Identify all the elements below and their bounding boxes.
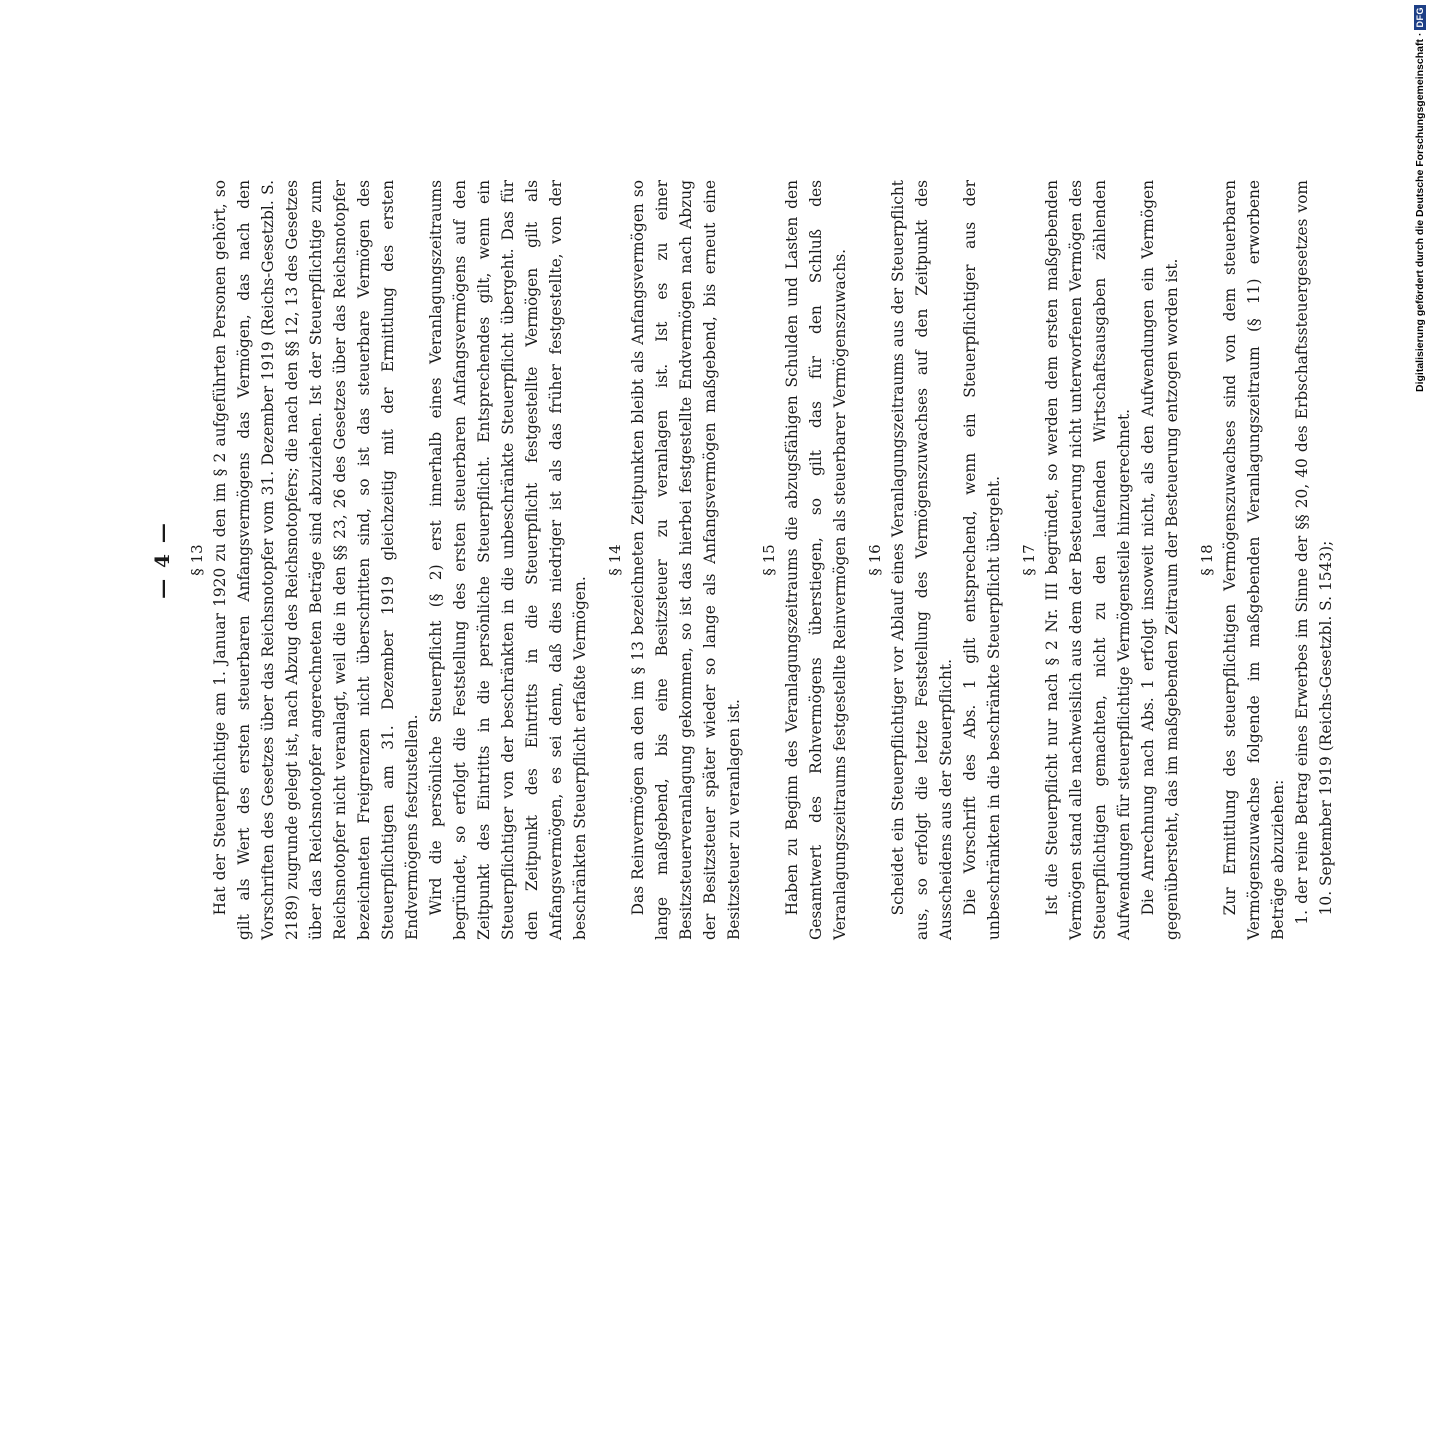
paragraph: Hat der Steuerpflichtige am 1. Januar 1920 zu den im § 2 aufgeführten Personen gehört, so gilt als Wert des ersten steuerbaren Anfangsvermögens das Vermögen, das nach den Vorschriften des Gesetzes über das Reichsnotopfer vom 31. Dezember 1919 (Reichs-Gesetzbl. S. 2189) zugrunde gelegt ist, nach Abzug des Reichsnotopfers; die nach den §§ 12, 13 des Gesetzes über das Reichsnotopfer angerechneten Beträge sind abzuziehen. Ist der Steuerpflichtige zum Reichsnotopfer nicht veranlagt, weil die in den §§ 23, 26 des Gesetzes über das Reichsnotopfer bezeichneten Freigrenzen nicht überschritten sind, so ist das steuerbare Vermögen des Steuerpflichtigen am 31. Dezember 1919 gleichzeitig mit der Ermittlung des ersten Endvermögens festzustellen. — [211, 180, 421, 940]
section-heading: § 17 — [1020, 544, 1038, 576]
paragraph: Das Reinvermögen an den im § 13 bezeichneten Zeitpunkten bleibt als Anfangsvermögen so lange maßgebend, bis eine Besitzsteuer zu veranlagen ist. Ist es zu einer Besitzsteuerveranlagung gekommen, so ist das hierbei festgestellte Endvermögen nach Abzug der Besitzsteuer später wieder so lange als Anfangsvermögen maßgebend, bis erneut eine Besitzsteuer zu veranlagen ist. — [629, 180, 743, 940]
section-16 — [866, 180, 1006, 940]
page-number: — 4 — — [150, 521, 174, 599]
paragraph: Die Vorschrift des Abs. 1 gilt entsprechend, wenn ein Steuerpflichtiger aus der unbeschränkten in die beschränkte Steuerpflicht übergeht. — [961, 180, 1003, 940]
section-17 — [1020, 180, 1184, 940]
credit-text: Digitalisierung gefördert durch die Deutsche Forschungsgemeinschaft — [1414, 39, 1426, 392]
digitization-credit — [1406, 0, 1434, 1000]
list-item: 1. der reine Betrag eines Erwerbes im Sinne der §§ 20, 40 des Erbschaftssteuergesetzes vom 10. September 1919 (Reichs-Gesetzbl. S. 1543); — [1293, 180, 1335, 925]
section-heading: § 16 — [866, 544, 884, 576]
section-14 — [606, 180, 746, 940]
paragraph: Haben zu Beginn des Veranlagungszeitraums die abzugsfähigen Schulden und Lasten den Gesamtwert des Rohvermögens überstiegen, so gilt das für den Schluß des Veranlagungszeitraums festgestellte Reinvermögen als steuerbarer Vermögenszuwachs. — [783, 180, 849, 940]
dfg-logo: DFG — [1415, 7, 1425, 28]
section-15 — [760, 180, 852, 940]
section-heading: § 15 — [760, 544, 778, 576]
paragraph: Ist die Steuerpflicht nur nach § 2 Nr. III begründet, so werden dem ersten maßgebenden Vermögen stand alle nachweislich aus dem der Besteuerung nicht unterworfenen Vermögen des Steuerpflichtigen gemachten, nicht zu den laufenden Wirtschaftsausgaben zählenden Aufwendungen für steuerpflichtige Vermögensteile hinzugerechnet. — [1043, 180, 1133, 940]
rotated-page-content — [150, 180, 1335, 940]
section-13 — [188, 180, 592, 940]
section-heading: § 18 — [1198, 544, 1216, 576]
paragraph: Wird die persönliche Steuerpflicht (§ 2) erst innerhalb eines Veranlagungszeitraums begründet, so erfolgt die Feststellung des ersten steuerbaren Anfangsvermögens auf den Zeitpunkt des Eintritts in die persönliche Steuerpflicht. Entsprechendes gilt, wenn ein Steuerpflichtiger von der beschränkten in die unbeschränkte Steuerpflicht übergeht. Das für den Zeitpunkt des Eintritts in die Steuerpflicht festgestellte Vermögen gilt als Anfangsvermögen, es sei denn, daß dies niedriger ist als das früher festgestellte, von der beschränkten Steuerpflicht erfaßte Vermögen. — [427, 180, 589, 940]
section-heading: § 14 — [606, 544, 624, 576]
paragraph: Zur Ermittlung des steuerpflichtigen Vermögenszuwachses sind von dem steuerbaren Vermögenszuwachse folgende im maßgebenden Veranlagungszeitraum (§ 11) erworbene Beträge abzuziehen: — [1221, 180, 1287, 940]
section-heading: § 13 — [188, 544, 206, 576]
credit-separator-icon: · — [1414, 32, 1426, 37]
paragraph: Die Anrechnung nach Abs. 1 erfolgt insoweit nicht, als den Aufwendungen ein Vermögen gegenübersteht, das im maßgebenden Zeitraum der Besteuerung entzogen worden ist. — [1139, 180, 1181, 940]
paragraph: Scheidet ein Steuerpflichtiger vor Ablauf eines Veranlagungszeitraums aus der Steuerpflicht aus, so erfolgt die letzte Feststellung des Vermögenszuwachses auf den Zeitpunkt des Ausscheidens aus der Steuerpflicht. — [889, 180, 955, 940]
section-18 — [1198, 180, 1338, 940]
